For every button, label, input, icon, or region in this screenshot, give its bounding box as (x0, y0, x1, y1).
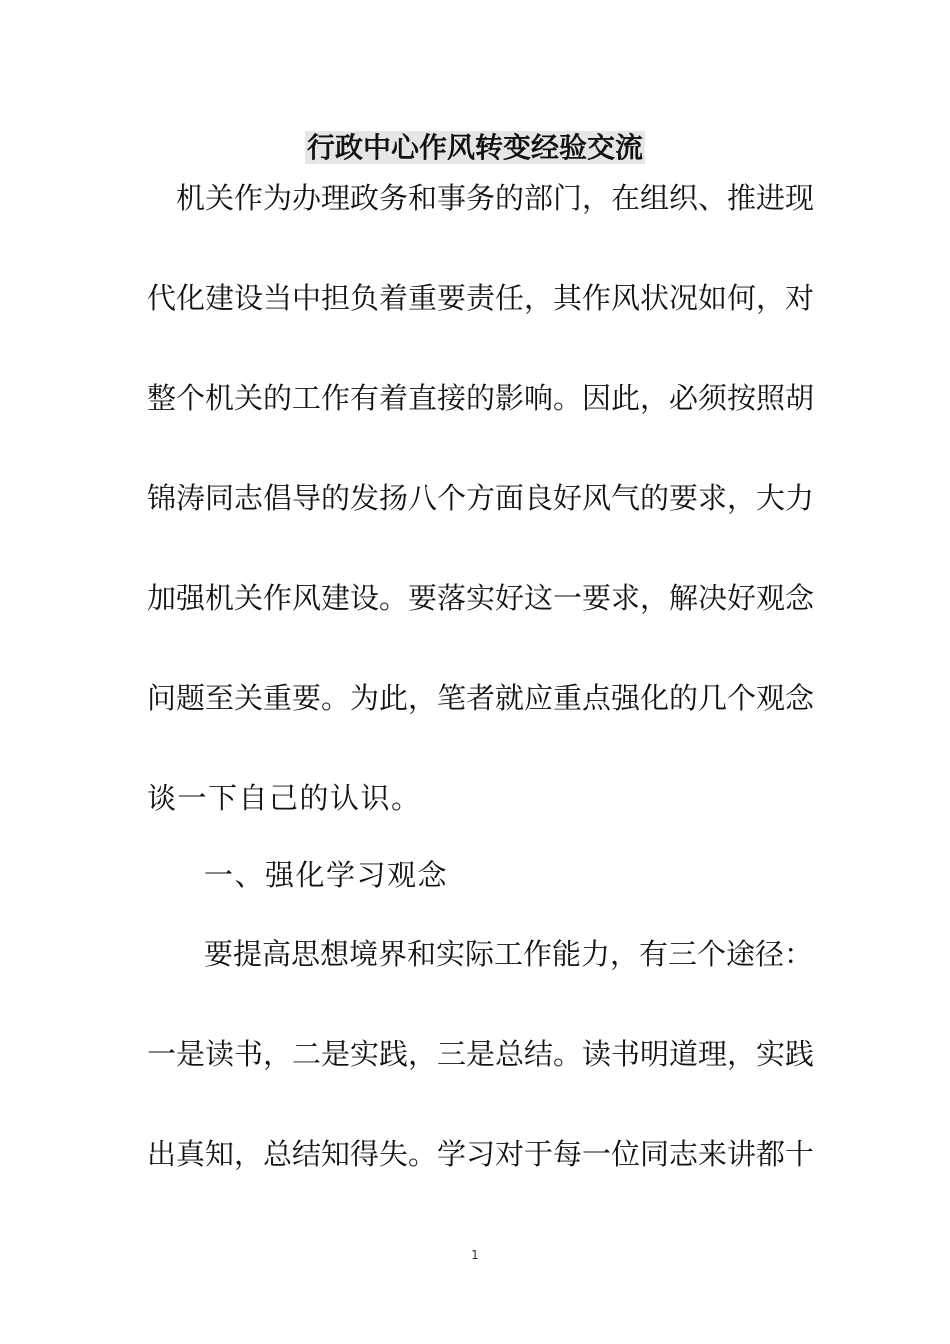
paragraph-line: 谈一下自己的认识。 (147, 781, 422, 815)
paragraph-line: 机关作为办理政务和事务的部门，在组织、推进现 (176, 181, 815, 215)
page-number: 1 (471, 1248, 479, 1262)
document-title-text: 行政中心作风转变经验交流 (306, 131, 643, 164)
paragraph-line: 要提高思想境界和实际工作能力，有三个途径： (204, 937, 814, 971)
section-heading: 一、强化学习观念 (204, 858, 449, 892)
paragraph-line: 锦涛同志倡导的发扬八个方面良好风气的要求，大力 (147, 481, 815, 515)
paragraph-line: 问题至关重要。为此，笔者就应重点强化的几个观念 (147, 681, 815, 715)
paragraph-line: 一是读书，二是实践，三是总结。读书明道理，实践 (147, 1037, 815, 1071)
paragraph-line: 出真知，总结知得失。学习对于每一位同志来讲都十 (147, 1137, 815, 1171)
paragraph-line: 加强机关作风建设。要落实好这一要求，解决好观念 (147, 581, 815, 615)
document-title (0, 128, 950, 168)
paragraph-line: 代化建设当中担负着重要责任，其作风状况如何，对 (147, 281, 815, 315)
paragraph-line: 整个机关的工作有着直接的影响。因此，必须按照胡 (147, 381, 815, 415)
